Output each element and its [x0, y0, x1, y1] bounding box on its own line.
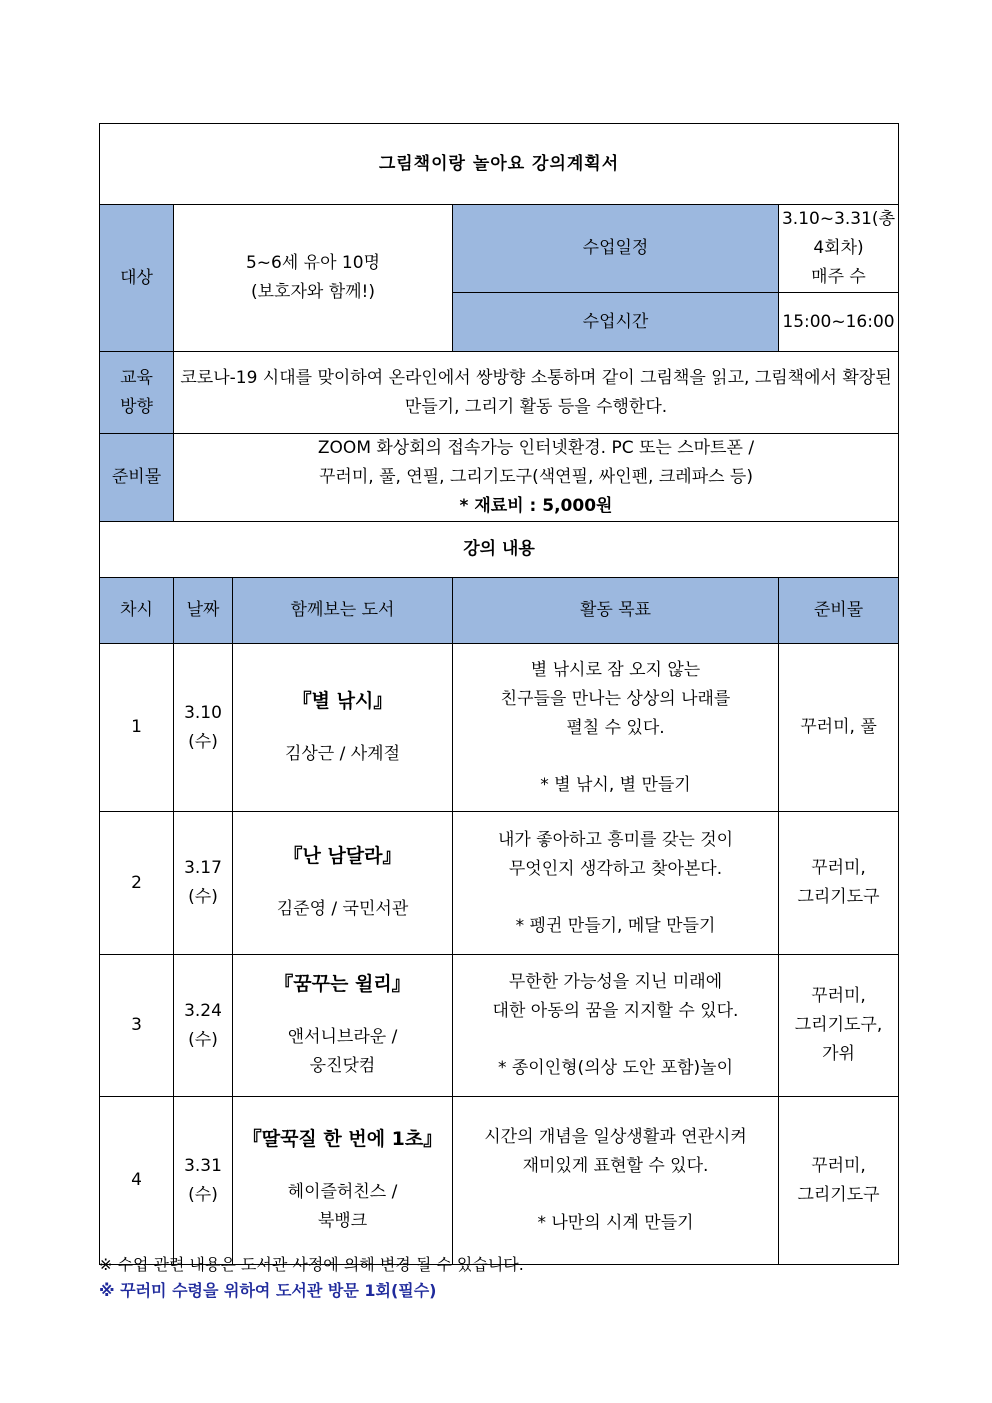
supplies-line: 그리기도구: [797, 887, 880, 907]
goal-line: 별 낚시로 잠 오지 않는: [530, 659, 701, 680]
goal-line: 시간의 개념을 일상생활과 연관시켜: [484, 1127, 747, 1147]
goal-line: 무한한 가능성을 지닌 미래에: [508, 972, 723, 992]
session-date: [174, 644, 233, 812]
direction-label-2: 방향: [120, 396, 153, 417]
schedule-line-1: 3.10~3.31(총 4회차): [781, 209, 895, 258]
notes: [99, 1252, 524, 1304]
supplies-line: 가위: [822, 1044, 855, 1064]
col-session: 차시: [100, 578, 174, 644]
goal-line: 무엇인지 생각하고 찾아본다.: [508, 858, 723, 879]
activity-line: * 나만의 시계 만들기: [537, 1213, 694, 1233]
col-supplies: 준비물: [779, 578, 899, 644]
date-value: 3.24: [184, 1000, 222, 1021]
book-author: 김상근 / 사계절: [284, 743, 401, 764]
session-supplies: [779, 812, 899, 955]
goal-line: 펼칠 수 있다.: [566, 717, 665, 738]
book-publisher: 북뱅크: [317, 1211, 368, 1231]
date-value: 3.17: [184, 858, 222, 878]
activity-line: * 별 낚시, 별 만들기: [540, 774, 691, 795]
supplies-label: 준비물: [100, 434, 174, 522]
book-title: 『꿈꾸는 윌리』: [274, 973, 411, 995]
session-supplies: [779, 1097, 899, 1265]
book-title: 『별 낚시』: [292, 689, 393, 712]
table-row: [100, 644, 899, 812]
goal-line: 친구들을 만나는 상상의 나래를: [500, 688, 731, 709]
session-no: 4: [100, 1097, 174, 1265]
change-notice: ※ 수업 관련 내용은 도서관 사정에 의해 변경 될 수 있습니다.: [99, 1255, 524, 1274]
activity-line: * 종이인형(의상 도안 포함)놀이: [497, 1058, 734, 1078]
session-date: [174, 1097, 233, 1265]
direction-label: [100, 352, 174, 434]
supplies-line-2: 꾸러미, 풀, 연필, 그리기도구(색연필, 싸인펜, 크레파스 등): [319, 467, 753, 487]
lecture-heading: 강의 내용: [100, 522, 899, 578]
book-author: 헤이즐허친스 /: [287, 1182, 398, 1202]
date-value: 3.10: [184, 702, 222, 723]
activity-line: * 펭귄 만들기, 메달 만들기: [515, 915, 716, 936]
target-value: [174, 205, 453, 352]
supplies-line-1: ZOOM 화상회의 접속가능 인터넷환경. PC 또는 스마트폰 /: [317, 438, 755, 458]
schedule-label: 수업일정: [453, 205, 779, 293]
page-title: 그림책이랑 놀아요 강의계획서: [100, 124, 899, 205]
date-value: 3.31: [184, 1155, 222, 1176]
goal-line: 내가 좋아하고 흥미를 갖는 것이: [497, 829, 734, 850]
session-book: [233, 1097, 453, 1265]
day-value: (수): [188, 887, 218, 907]
supplies-line: 꾸러미,: [811, 858, 866, 878]
target-label: 대상: [100, 205, 174, 352]
col-book: 함께보는 도서: [233, 578, 453, 644]
day-value: (수): [188, 731, 218, 752]
col-date: 날짜: [174, 578, 233, 644]
book-author: 앤서니브라운 /: [287, 1027, 398, 1047]
session-supplies: [779, 644, 899, 812]
session-supplies: [779, 955, 899, 1097]
table-row: [100, 955, 899, 1097]
session-goal: [453, 955, 779, 1097]
supplies-line: 그리기도구,: [794, 1015, 883, 1035]
direction-text: 코로나-19 시대를 맞이하여 온라인에서 쌍방향 소통하며 같이 그림책을 읽고, 그림책에서 확장된 만들기, 그리기 활동 등을 수행한다.: [174, 352, 899, 434]
supplies-line-3: * 재료비 : 5,000원: [459, 496, 613, 516]
direction-label-1: 교육: [120, 367, 153, 388]
supplies-value: [174, 434, 899, 522]
target-line-1: 5~6세 유아 10명: [245, 253, 380, 273]
lecture-plan-table: [99, 123, 899, 1265]
session-goal: [453, 644, 779, 812]
supplies-line: 꾸러미, 풀: [800, 717, 877, 737]
goal-line: 재미있게 표현할 수 있다.: [522, 1156, 709, 1176]
book-title: 『난 남달라』: [283, 845, 402, 867]
session-date: [174, 955, 233, 1097]
goal-line: 대한 아동의 꿈을 지지할 수 있다.: [492, 1001, 739, 1021]
book-publisher: 웅진닷컴: [309, 1056, 376, 1076]
time-value: 15:00~16:00: [779, 293, 899, 352]
target-line-2: (보호자와 함께!): [250, 282, 375, 302]
col-goal: 활동 목표: [453, 578, 779, 644]
table-row: [100, 812, 899, 955]
session-goal: [453, 1097, 779, 1265]
table-row: [100, 1097, 899, 1265]
supplies-line: 꾸러미,: [811, 1155, 866, 1176]
session-no: 3: [100, 955, 174, 1097]
session-no: 2: [100, 812, 174, 955]
day-value: (수): [188, 1184, 218, 1205]
session-no: 1: [100, 644, 174, 812]
schedule-line-2: 매주 수: [811, 267, 866, 287]
visit-notice: ※ 꾸러미 수령을 위하여 도서관 방문 1회(필수): [99, 1281, 437, 1300]
supplies-line: 그리기도구: [797, 1184, 880, 1205]
book-title: 『딸꾹질 한 번에 1초』: [242, 1128, 443, 1150]
session-book: [233, 955, 453, 1097]
session-book: [233, 812, 453, 955]
schedule-value: [779, 205, 899, 293]
day-value: (수): [188, 1029, 218, 1050]
book-author: 김준영 / 국민서관: [276, 899, 409, 919]
time-label: 수업시간: [453, 293, 779, 352]
supplies-line: 꾸러미,: [811, 986, 866, 1006]
session-book: [233, 644, 453, 812]
session-goal: [453, 812, 779, 955]
session-date: [174, 812, 233, 955]
